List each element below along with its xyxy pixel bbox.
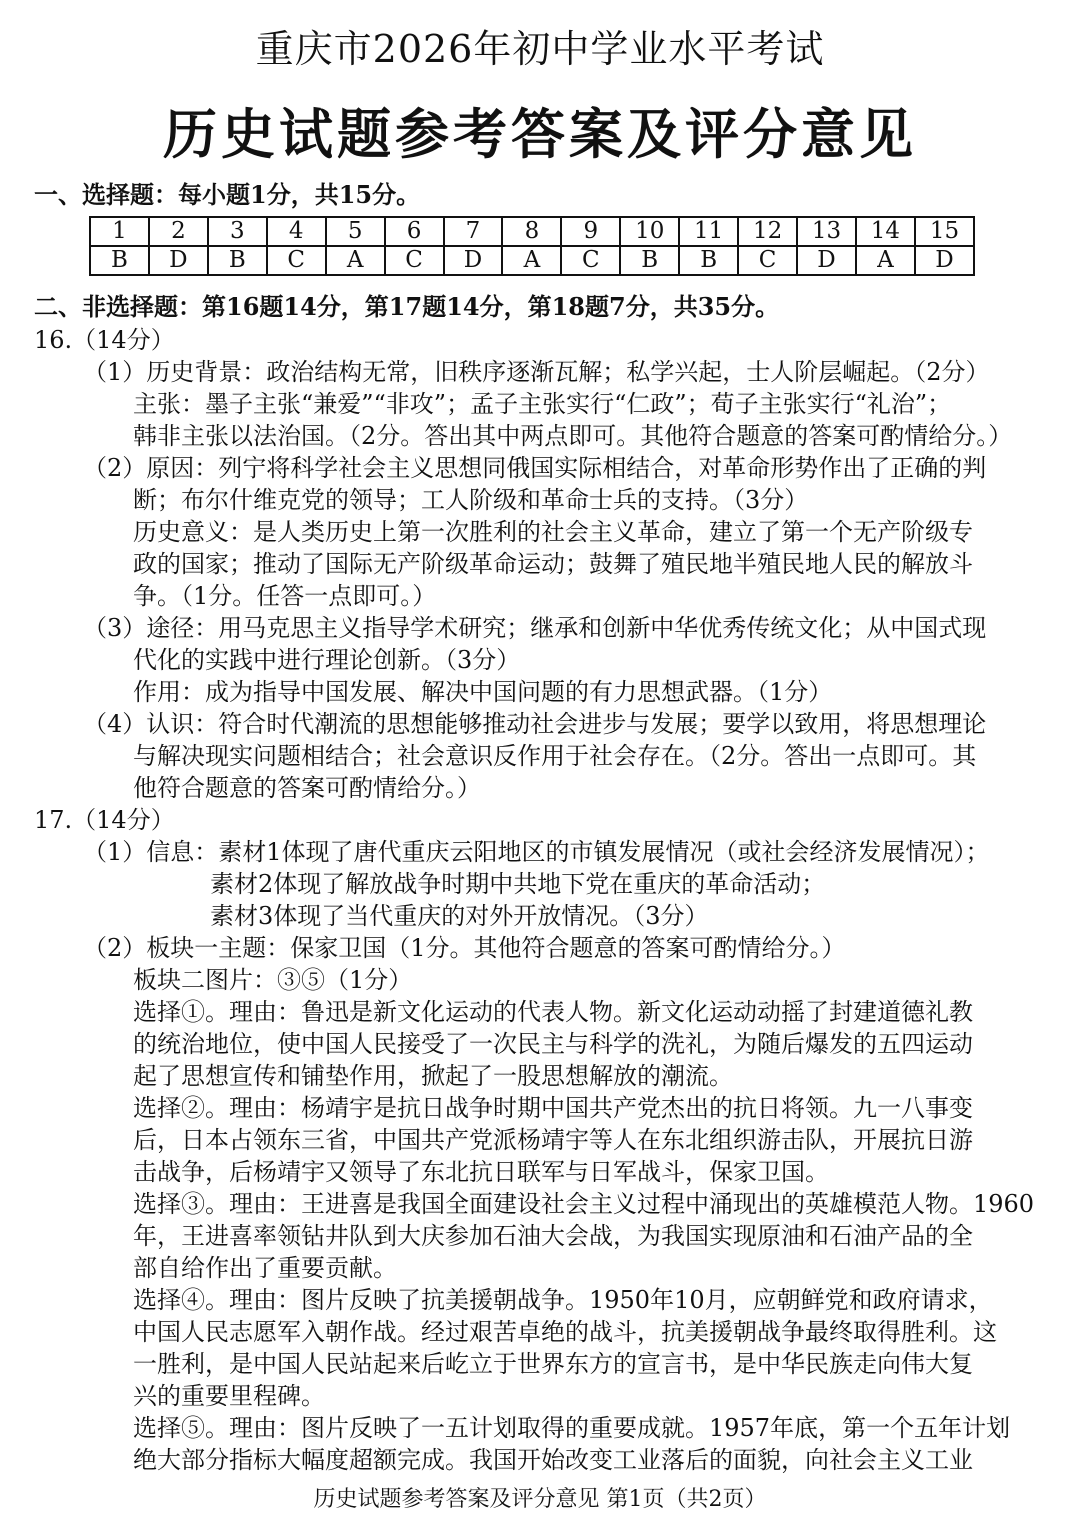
q17-line: 击战争，后杨靖宇又领导了东北抗日联军与日军战斗，保家卫国。 [133,1158,829,1186]
question-number: 12 [738,217,797,246]
q17-line: 素材2体现了解放战争时期中共地下党在重庆的革命活动； [210,870,826,898]
q17-line: 绝大部分指标大幅度超额完成。我国开始改变工业落后的面貌，向社会主义工业 [133,1446,973,1474]
answer-cell: B [679,246,738,275]
q16-line: 争。（1分。任答一点即可。） [133,582,437,610]
answer-cell: A [856,246,915,275]
q17-line: 板块二图片：③⑤（1分） [133,966,413,994]
q16-line: 作用：成为指导中国发展、解决中国问题的有力思想武器。（1分） [133,678,833,706]
question-number: 7 [444,217,503,246]
question-number-row [90,217,974,246]
question-number: 10 [620,217,679,246]
q16-line: 韩非主张以法治国。（2分。答出其中两点即可。其他符合题意的答案可酌情给分。） [133,422,1013,450]
q17-line: 兴的重要里程碑。 [133,1382,325,1410]
q17-line: （2）板块一主题：保家卫国（1分。其他符合题意的答案可酌情给分。） [83,934,846,962]
q17-line: 选择①。理由：鲁迅是新文化运动的代表人物。新文化运动动摇了封建道德礼教 [133,998,973,1026]
q17-line: 部自给作出了重要贡献。 [133,1254,397,1282]
q16-line: 历史意义：是人类历史上第一次胜利的社会主义革命，建立了第一个无产阶级专 [133,518,973,546]
q17-line: 一胜利，是中国人民站起来后屹立于世界东方的宣言书，是中华民族走向伟大复 [133,1350,973,1378]
answer-cell: D [797,246,856,275]
q17-line: 起了思想宣传和铺垫作用，掀起了一股思想解放的潮流。 [133,1062,733,1090]
answer-cell: B [620,246,679,275]
q17-line: 后，日本占领东三省，中国共产党派杨靖宇等人在东北组织游击队，开展抗日游 [133,1126,973,1154]
q17-line: （1）信息：素材1体现了唐代重庆云阳地区的市镇发展情况（或社会经济发展情况）； [83,838,990,866]
q16-line: 与解决现实问题相结合；社会意识反作用于社会存在。（2分。答出一点即可。其 [133,742,977,770]
q16-line: （3）途径：用马克思主义指导学术研究；继承和创新中华优秀传统文化；从中国式现 [83,614,987,642]
question-number: 5 [326,217,385,246]
answer-cell: C [267,246,326,275]
q16-heading: 16.（14分） [34,326,175,354]
answer-cell: D [444,246,503,275]
answer-cell: B [90,246,149,275]
answer-cell: C [385,246,444,275]
q17-line: 选择②。理由：杨靖宇是抗日战争时期中国共产党杰出的抗日将领。九一八事变 [133,1094,973,1122]
exam-title: 重庆市2026年初中学业水平考试 [255,27,825,71]
q17-heading: 17.（14分） [34,806,175,834]
q16-line: 代化的实践中进行理论创新。（3分） [133,646,521,674]
question-number: 11 [679,217,738,246]
question-number: 1 [90,217,149,246]
q17-line: 选择④。理由：图片反映了抗美援朝战争。1950年10月，应朝鲜党和政府请求， [133,1286,993,1314]
multiple-choice-answer-table [89,216,975,276]
answer-cell: D [149,246,208,275]
answer-cell: B [208,246,267,275]
answer-row [90,246,974,275]
q16-line: 政的国家；推动了国际无产阶级革命运动；鼓舞了殖民地半殖民地人民的解放斗 [133,550,973,578]
answer-cell: C [561,246,620,275]
question-number: 6 [385,217,444,246]
answer-cell: D [915,246,974,275]
section2-heading: 二、非选择题：第16题14分，第17题14分，第18题7分，共35分。 [34,292,780,321]
question-number: 2 [149,217,208,246]
question-number: 14 [856,217,915,246]
question-number: 3 [208,217,267,246]
q16-line: 断；布尔什维克党的领导；工人阶级和革命士兵的支持。（3分） [133,486,809,514]
q17-line: 的统治地位，使中国人民接受了一次民主与科学的洗礼，为随后爆发的五四运动 [133,1030,973,1058]
q17-line: 中国人民志愿军入朝作战。经过艰苦卓绝的战斗，抗美援朝战争最终取得胜利。这 [133,1318,997,1346]
page-footer: 历史试题参考答案及评分意见 第1页（共2页） [313,1487,767,1512]
q16-line: 主张：墨子主张“兼爱”“非攻”；孟子主张实行“仁政”；荀子主张实行“礼治”； [133,390,952,418]
q16-line: （1）历史背景：政治结构无常，旧秩序逐渐瓦解；私学兴起，士人阶层崛起。（2分） [83,358,990,386]
q16-line: （2）原因：列宁将科学社会主义思想同俄国实际相结合，对革命形势作出了正确的判 [83,454,987,482]
question-number: 4 [267,217,326,246]
section1-heading: 一、选择题：每小题1分，共15分。 [34,180,421,209]
answer-cell: A [326,246,385,275]
q16-line: 他符合题意的答案可酌情给分。） [133,774,481,802]
question-number: 13 [797,217,856,246]
q17-line: 选择⑤。理由：图片反映了一五计划取得的重要成就。1957年底，第一个五年计划 [133,1414,1011,1442]
q16-line: （4）认识：符合时代潮流的思想能够推动社会进步与发展；要学以致用，将思想理论 [83,710,987,738]
question-number: 8 [502,217,561,246]
q17-line: 选择③。理由：王进喜是我国全面建设社会主义过程中涌现出的英雄模范人物。1960 [133,1190,1035,1218]
document-title: 历史试题参考答案及评分意见 [163,102,917,166]
q17-line: 年，王进喜率领钻井队到大庆参加石油大会战，为我国实现原油和石油产品的全 [133,1222,973,1250]
question-number: 9 [561,217,620,246]
q17-line: 素材3体现了当代重庆的对外开放情况。（3分） [210,902,709,930]
question-number: 15 [915,217,974,246]
answer-cell: A [502,246,561,275]
answer-cell: C [738,246,797,275]
